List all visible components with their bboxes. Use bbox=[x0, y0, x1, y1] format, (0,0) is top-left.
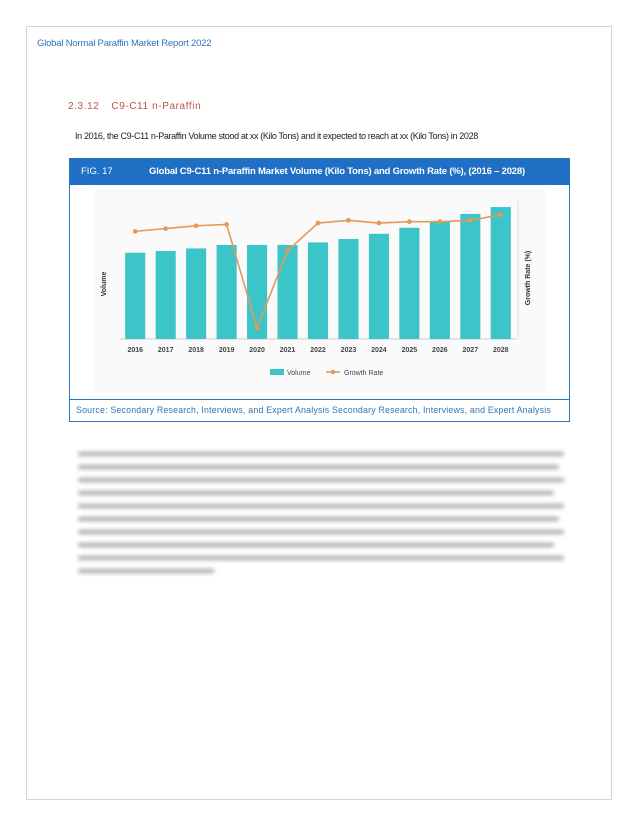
growth-rate-point bbox=[437, 219, 442, 224]
volume-bar bbox=[186, 248, 206, 339]
volume-bar bbox=[491, 207, 511, 339]
growth-rate-point bbox=[194, 223, 199, 228]
growth-rate-point bbox=[255, 326, 260, 331]
figure-source: Source: Secondary Research, Interviews, and Expert Analysis Secondary Research, Interviews, and Expert Analysis bbox=[70, 399, 569, 421]
growth-rate-point bbox=[468, 218, 473, 223]
growth-rate-point bbox=[346, 218, 351, 223]
x-tick-label: 2020 bbox=[249, 347, 265, 354]
growth-rate-point bbox=[285, 248, 290, 253]
figure-title: Global C9-C11 n-Paraffin Market Volume (Kilo Tons) and Growth Rate (%), (2016 – 2028) bbox=[149, 166, 525, 177]
volume-bar bbox=[338, 239, 358, 339]
growth-rate-point bbox=[316, 221, 321, 226]
section-title: C9-C11 n-Paraffin bbox=[111, 101, 202, 112]
volume-bar bbox=[247, 245, 267, 339]
x-tick-label: 2025 bbox=[401, 347, 418, 354]
x-tick-label: 2028 bbox=[492, 347, 509, 354]
figure-label: FIG. 17 bbox=[81, 166, 113, 177]
growth-rate-point bbox=[133, 229, 138, 234]
x-tick-label: 2027 bbox=[462, 347, 479, 354]
legend-volume-swatch bbox=[270, 369, 284, 375]
volume-bar bbox=[308, 242, 328, 339]
chart-area bbox=[94, 189, 546, 393]
volume-bar bbox=[125, 253, 145, 339]
section-number: 2.3.12 bbox=[68, 101, 100, 112]
section-heading bbox=[68, 101, 201, 112]
figure-title-bar bbox=[70, 159, 569, 185]
volume-bar bbox=[277, 245, 297, 339]
figure-box bbox=[69, 158, 570, 422]
volume-growth-chart bbox=[94, 189, 546, 393]
y2-axis-label: Growth Rate (%) bbox=[525, 250, 532, 306]
x-tick-label: 2017 bbox=[157, 347, 174, 354]
x-tick-label: 2023 bbox=[340, 347, 357, 354]
x-tick-label: 2022 bbox=[310, 347, 326, 354]
volume-bar bbox=[399, 228, 419, 339]
growth-rate-point bbox=[377, 221, 382, 226]
volume-bar bbox=[217, 245, 237, 339]
x-tick-label: 2016 bbox=[127, 347, 144, 354]
growth-rate-point bbox=[498, 212, 503, 217]
legend-volume-label: Volume bbox=[287, 370, 311, 377]
x-tick-label: 2019 bbox=[218, 347, 235, 354]
volume-bar bbox=[156, 251, 176, 339]
y-axis-label: Volume bbox=[101, 271, 108, 297]
growth-rate-point bbox=[224, 222, 229, 227]
volume-bar bbox=[460, 214, 480, 339]
x-tick-label: 2024 bbox=[371, 347, 387, 354]
growth-rate-point bbox=[163, 226, 168, 231]
x-tick-label: 2026 bbox=[432, 347, 448, 354]
report-header: Global Normal Paraffin Market Report 2022 bbox=[37, 38, 212, 49]
growth-rate-point bbox=[407, 219, 412, 224]
volume-bar bbox=[369, 234, 389, 339]
x-tick-label: 2021 bbox=[279, 347, 296, 354]
legend-growth-label: Growth Rate bbox=[344, 370, 384, 377]
volume-bar bbox=[430, 222, 450, 339]
legend-growth-marker bbox=[331, 370, 335, 374]
x-tick-label: 2018 bbox=[188, 347, 204, 354]
intro-paragraph: In 2016, the C9-C11 n-Paraffin Volume stood at xx (Kilo Tons) and it expected to reach at xx (Kilo Tons) in 2028 bbox=[75, 131, 478, 141]
blurred-paragraph bbox=[78, 452, 564, 570]
